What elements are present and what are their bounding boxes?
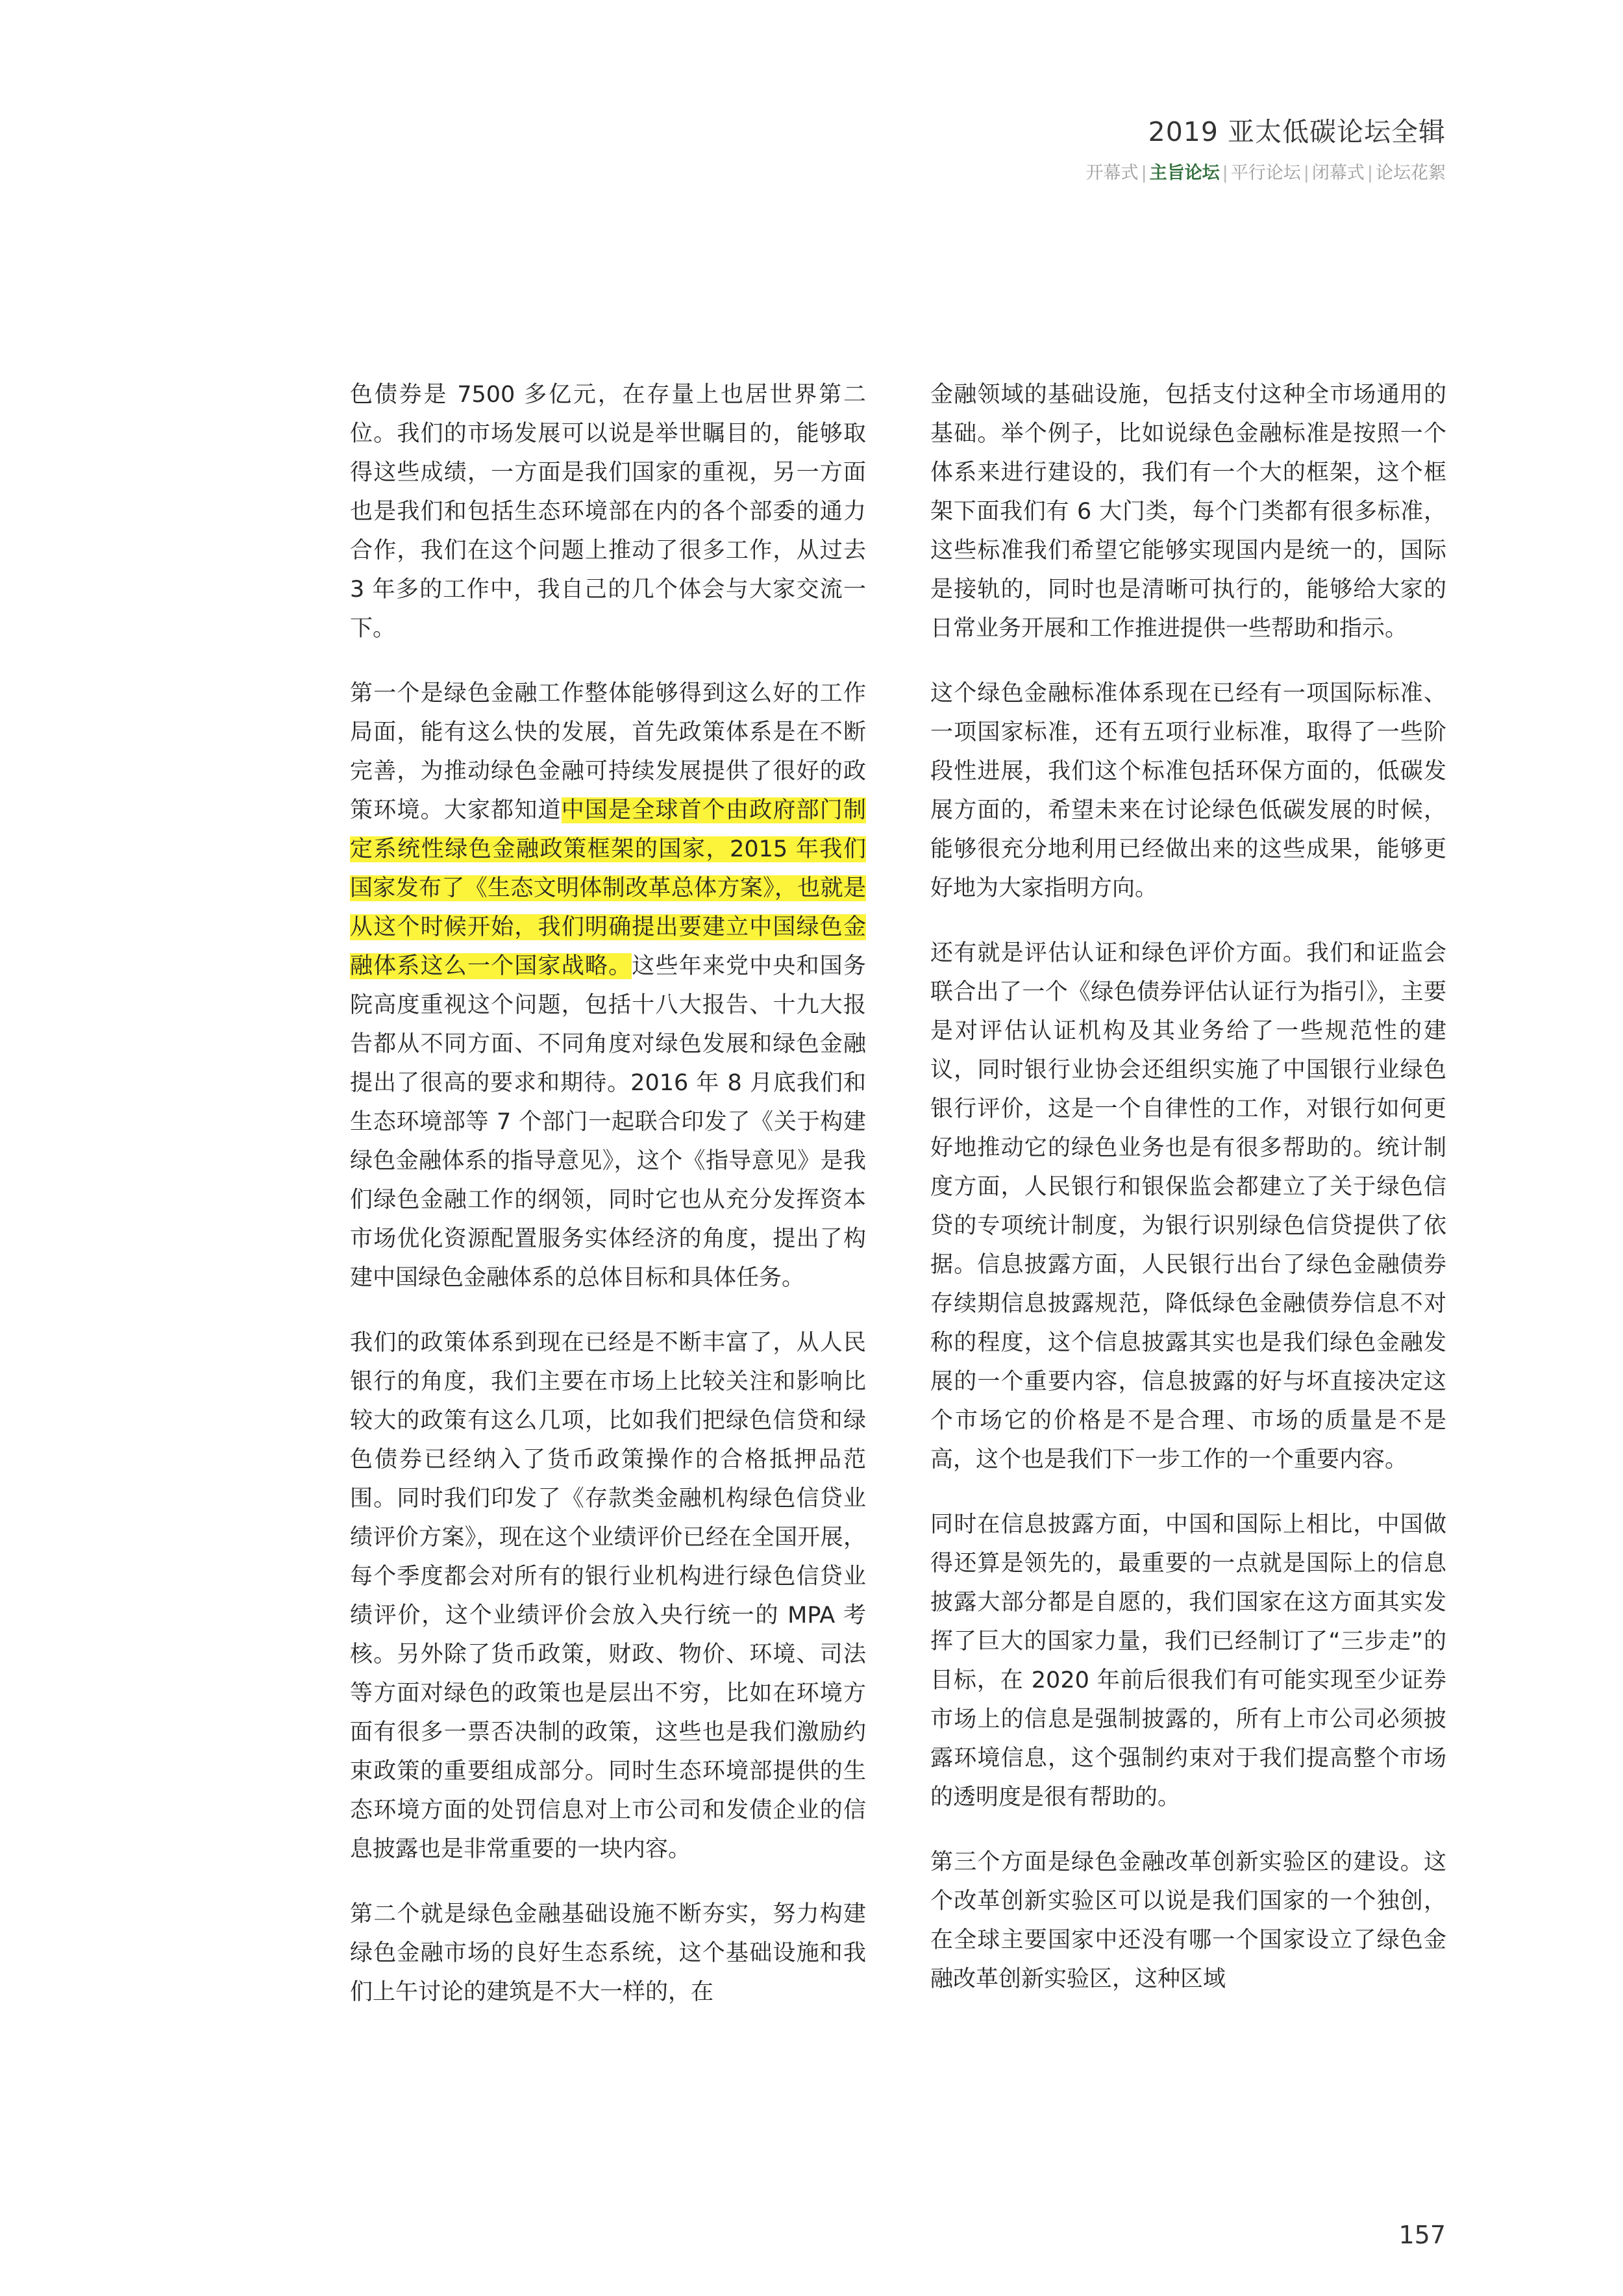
left-text-column [350,375,866,2154]
nav-item-closing: 闭幕式 [1311,163,1365,183]
paragraph-with-highlight [350,674,866,1297]
right-text-column [930,375,1446,2154]
page-number: 157 [1398,2221,1446,2249]
nav-separator: | [1367,163,1373,183]
paragraph: 第二个就是绿色金融基础设施不断夯实，努力构建绿色金融市场的良好生态系统，这个基础设施和我们上午讨论的建筑是不大一样的，在 [350,1901,866,2005]
paragraph: 还有就是评估认证和绿色评价方面。我们和证监会联合出了一个《绿色债券评估认证行为指引》，主要是对评估认证机构及其业务给了一些规范性的建议，同时银行业协会还组织实施了中国银行业绿色银行评价，这是一个自律性的工作，对银行如何更好地推动它的绿色业务也是有很多帮助的。统计制度方面，人民银行和银保监会都建立了关于绿色信贷的专项统计制度，为银行识别绿色信贷提供了依据。信息披露方面，人民银行出台了绿色金融债券存续期信息披露规范，降低绿色金融债券信息不对称的程度，这个信息披露其实也是我们绿色金融发展的一个重要内容，信息披露的好与坏直接决定这个市场它的价格是不是合理、市场的质量是不是高，这个也是我们下一步工作的一个重要内容。 [930,940,1446,1473]
nav-item-keynote: 主旨论坛 [1149,163,1220,183]
paragraph-text: 这些年来党中央和国务院高度重视这个问题，包括十八大报告、十九大报告都从不同方面、不同角度对绿色发展和绿色金融提出了很高的要求和期待。2016 年 8 月底我们和生态环境部等 7 个部门一起联合印发了《关于构建绿色金融体系的指导意见》，这个《指导意见》是我们绿色金融工作的纲领，同时它也从充分发挥资本市场优化资源配置服务实体经济的角度，提出了构建中国绿色金融体系的总体目标和具体任务。 [350,953,866,1291]
paragraph: 金融领域的基础设施，包括支付这种全市场通用的基础。举个例子，比如说绿色金融标准是按照一个体系来进行建设的，我们有一个大的框架，这个框架下面我们有 6 大门类，每个门类都有很多标准，这些标准我们希望它能够实现国内是统一的，国际是接轨的，同时也是清晰可执行的，能够给大家的日常业务开展和工作推进提供一些帮助和指示。 [930,382,1446,642]
nav-separator: | [1141,163,1147,183]
paragraph: 这个绿色金融标准体系现在已经有一项国际标准、一项国家标准，还有五项行业标准，取得了一些阶段性进展，我们这个标准包括环保方面的，低碳发展方面的，希望未来在讨论绿色低碳发展的时候，能够很充分地利用已经做出来的这些成果，能够更好地为大家指明方向。 [930,680,1446,901]
nav-item-highlights: 论坛花絮 [1376,163,1446,183]
nav-separator: | [1303,163,1309,183]
nav-separator: | [1222,163,1228,183]
highlighted-text: 中国是全球首个由政府部门制定系统性绿色金融政策框架的国家，2015 年我们国家发布了《生态文明体制改革总体方案》，也就是从这个时候开始，我们明确提出要建立中国绿色金融体系这么一个国家战略。 [350,797,866,979]
running-header-title: 2019 亚太低碳论坛全辑 [1148,116,1446,147]
paragraph-text: 第一个是绿色金融工作整体能够得到这么好的工作局面，能有这么快的发展，首先政策体系是在不断完善，为推动绿色金融可持续发展提供了很好的政策环境。大家都知道 [350,680,866,823]
nav-item-parallel: 平行论坛 [1230,163,1301,183]
paragraph: 同时在信息披露方面，中国和国际上相比，中国做得还算是领先的，最重要的一点就是国际上的信息披露大部分都是自愿的，我们国家在这方面其实发挥了巨大的国家力量，我们已经制订了“三步走”的目标，在 2020 年前后很我们有可能实现至少证券市场上的信息是强制披露的，所有上市公司必须披露环境信息，这个强制约束对于我们提高整个市场的透明度是很有帮助的。 [930,1512,1446,1810]
nav-item-opening: 开幕式 [1085,163,1139,183]
paragraph: 色债券是 7500 多亿元，在存量上也居世界第二位。我们的市场发展可以说是举世瞩目的，能够取得这些成绩，一方面是我们国家的重视，另一方面也是我们和包括生态环境部在内的各个部委的通力合作，我们在这个问题上推动了很多工作，从过去 3 年多的工作中，我自己的几个体会与大家交流一下。 [350,382,866,642]
paragraph: 我们的政策体系到现在已经是不断丰富了，从人民银行的角度，我们主要在市场上比较关注和影响比较大的政策有这么几项，比如我们把绿色信贷和绿色债券已经纳入了货币政策操作的合格抵押品范围。同时我们印发了《存款类金融机构绿色信贷业绩评价方案》，现在这个业绩评价已经在全国开展，每个季度都会对所有的银行业机构进行绿色信贷业绩评价，这个业绩评价会放入央行统一的 MPA 考核。另外除了货币政策，财政、物价、环境、司法等方面对绿色的政策也是层出不穷，比如在环境方面有很多一票否决制的政策，这些也是我们激励约束政策的重要组成部分。同时生态环境部提供的生态环境方面的处罚信息对上市公司和发债企业的信息披露也是非常重要的一块内容。 [350,1330,866,1862]
paragraph: 第三个方面是绿色金融改革创新实验区的建设。这个改革创新实验区可以说是我们国家的一个独创，在全球主要国家中还没有哪一个国家设立了绿色金融改革创新实验区，这种区域 [930,1849,1446,1992]
section-navigation [1086,158,1446,184]
